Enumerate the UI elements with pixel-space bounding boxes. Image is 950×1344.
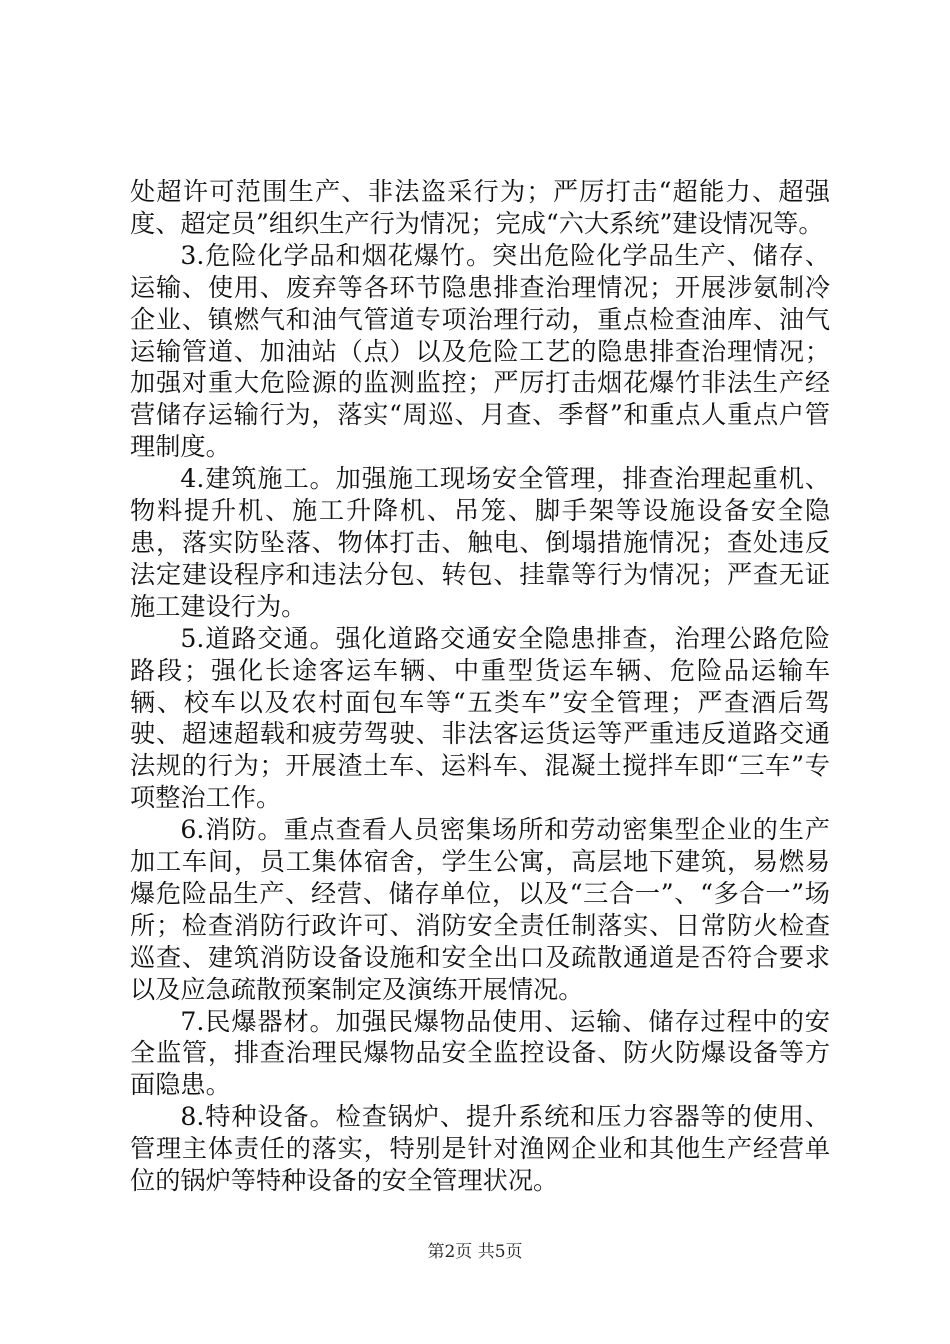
- paragraph-hazardous-chemicals: 3.危险化学品和烟花爆竹。突出危险化学品生产、储存、运输、使用、废弃等各环节隐患排查治理情况；开展涉氨制冷企业、镇燃气和油气管道专项治理行动，重点检查油库、油气运输管道、加油站（点）以及危险工艺的隐患排查治理情况；加强对重大危险源的监测监控；严厉打击烟花爆竹非法生产经营储存运输行为，落实“周巡、月查、季督”和重点人重点户管理制度。: [130, 240, 830, 462]
- document-body: [130, 176, 830, 1197]
- paragraph-fire-safety: 6.消防。重点查看人员密集场所和劳动密集型企业的生产加工车间，员工集体宿舍，学生公寓，高层地下建筑，易燃易爆危险品生产、经营、储存单位，以及“三合一”、“多合一”场所；检查消防行政许可、消防安全责任制落实、日常防火检查巡查、建筑消防设备设施和安全出口及疏散通道是否符合要求以及应急疏散预案制定及演练开展情况。: [130, 815, 830, 1004]
- paragraph-construction: 4.建筑施工。加强施工现场安全管理，排查治理起重机、物料提升机、施工升降机、吊笼、脚手架等设施设备安全隐患，落实防坠落、物体打击、触电、倒塌措施情况；查处违反法定建设程序和违法分包、转包、挂靠等行为情况；严查无证施工建设行为。: [130, 464, 830, 621]
- paragraph-road-traffic: 5.道路交通。强化道路交通安全隐患排查，治理公路危险路段；强化长途客运车辆、中重型货运车辆、危险品运输车辆、校车以及农村面包车等“五类车”安全管理；严查酒后驾驶、超速超载和疲劳驾驶、非法客运货运等严重违反道路交通法规的行为；开展渣土车、运料车、混凝土搅拌车即“三车”专项整治工作。: [130, 623, 830, 813]
- paragraph-special-equipment: 8.特种设备。检查锅炉、提升系统和压力容器等的使用、管理主体责任的落实，特别是针对渔网企业和其他生产经营单位的锅炉等特种设备的安全管理状况。: [130, 1102, 830, 1196]
- paragraph-continuation: 处超许可范围生产、非法盗采行为；严厉打击“超能力、超强度、超定员”组织生产行为情况；完成“六大系统”建设情况等。: [130, 177, 830, 238]
- paragraph-explosives: 7.民爆器材。加强民爆物品使用、运输、储存过程中的安全监管，排查治理民爆物品安全监控设备、防火防爆设备等方面隐患。: [130, 1006, 830, 1100]
- page-number: 第2页 共5页: [427, 1242, 523, 1262]
